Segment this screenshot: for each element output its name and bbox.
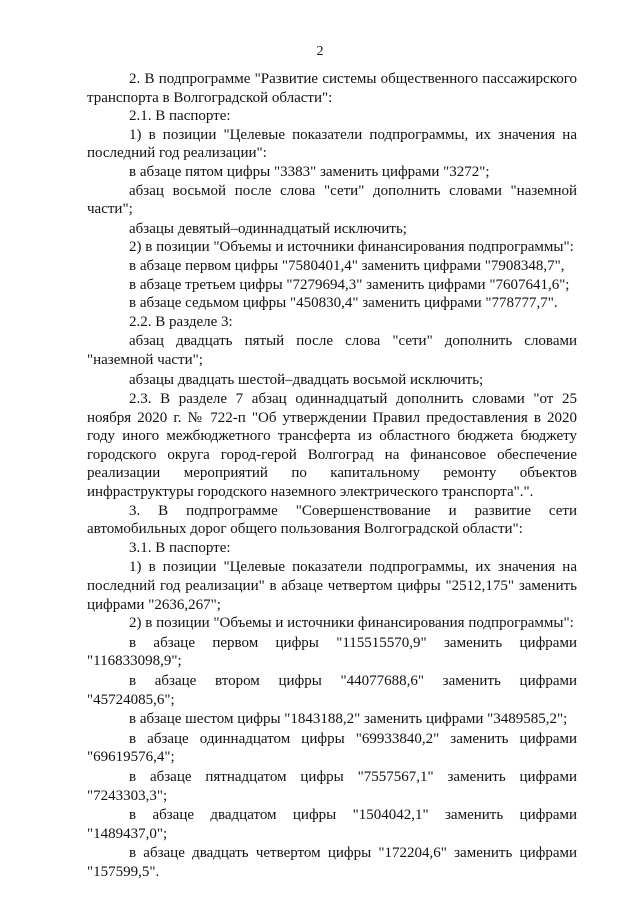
paragraph: в абзаце первом цифры "7580401,4" заменить цифрами "7908348,7", <box>129 257 565 274</box>
paragraph: в абзаце двадцатом цифры "1504042,1" заменить цифрами "1489437,0"; <box>87 807 577 842</box>
paragraph: 2) в позиции "Объемы и источники финансирования подпрограммы": <box>129 239 574 256</box>
paragraph: в абзаце седьмом цифры "450830,4" заменить цифрами "778777,7". <box>129 295 558 312</box>
paragraph: 2.1. В паспорте: <box>129 108 231 125</box>
paragraph: 1) в позиции "Целевые показатели подпрограммы, их значения на последний год реализации": <box>87 126 577 162</box>
paragraph: в абзаце первом цифры "115515570,9" заменить цифрами "116833098,9"; <box>87 634 577 670</box>
paragraph: в абзаце шестом цифры "1843188,2" заменить цифрами "3489585,2"; <box>129 711 568 728</box>
paragraph: в абзаце одиннадцатом цифры "69933840,2" заменить цифрами "69619576,4"; <box>87 730 577 766</box>
paragraph: в абзаце пятом цифры "3383" заменить цифрами "3272"; <box>129 163 490 180</box>
paragraph: в абзаце пятнадцатом цифры "7557567,1" заменить цифрами "7243303,3"; <box>87 768 577 804</box>
document-body <box>87 70 577 882</box>
paragraph: в абзаце третьем цифры "7279694,3" заменить цифрами "7607641,6"; <box>129 276 570 293</box>
paragraph: 2. В подпрограмме "Развитие системы общественного пассажирского транспорта в Волгоградской области": <box>87 71 577 106</box>
paragraph: в абзаце втором цифры "44077688,6" заменить цифрами "45724085,6"; <box>87 673 577 708</box>
paragraph: 2.3. В разделе 7 абзац одиннадцатый дополнить словами "от 25 ноября 2020 г. № 722-п "Об утверждении Правил предоставления в 2020 году иного межбюджетного трансферта из областного бюджета бюджету городского округа город-герой Волгоград на финансовое обеспечение реализации мероприятий по капитальному ремонту объектов инфраструктуры городского наземного электрического транспорта".". <box>87 391 577 501</box>
paragraph: 1) в позиции "Целевые показатели подпрограммы, их значения на последний год реализации" в абзаце четвертом цифры "2512,175" заменить цифрами "2636,267"; <box>87 559 577 613</box>
paragraph: абзацы девятый–одиннадцатый исключить; <box>129 220 407 237</box>
paragraph: 2.2. В разделе 3: <box>129 313 233 330</box>
paragraph: абзац двадцать пятый после слова "сети" дополнить словами "наземной части"; <box>87 333 577 368</box>
paragraph: в абзаце двадцать четвертом цифры "172204,6" заменить цифрами "157599,5". <box>87 845 577 880</box>
paragraph: 3. В подпрограмме "Совершенствование и развитие сети автомобильных дорог общего пользования Волгоградской области": <box>87 502 577 538</box>
paragraph: абзац восьмой после слова "сети" дополнить словами "наземной части"; <box>87 182 577 218</box>
page-number: 2 <box>316 44 324 59</box>
paragraph: абзацы двадцать шестой–двадцать восьмой исключить; <box>129 371 484 388</box>
paragraph: 3.1. В паспорте: <box>129 539 231 556</box>
paragraph: 2) в позиции "Объемы и источники финансирования подпрограммы": <box>129 615 574 632</box>
